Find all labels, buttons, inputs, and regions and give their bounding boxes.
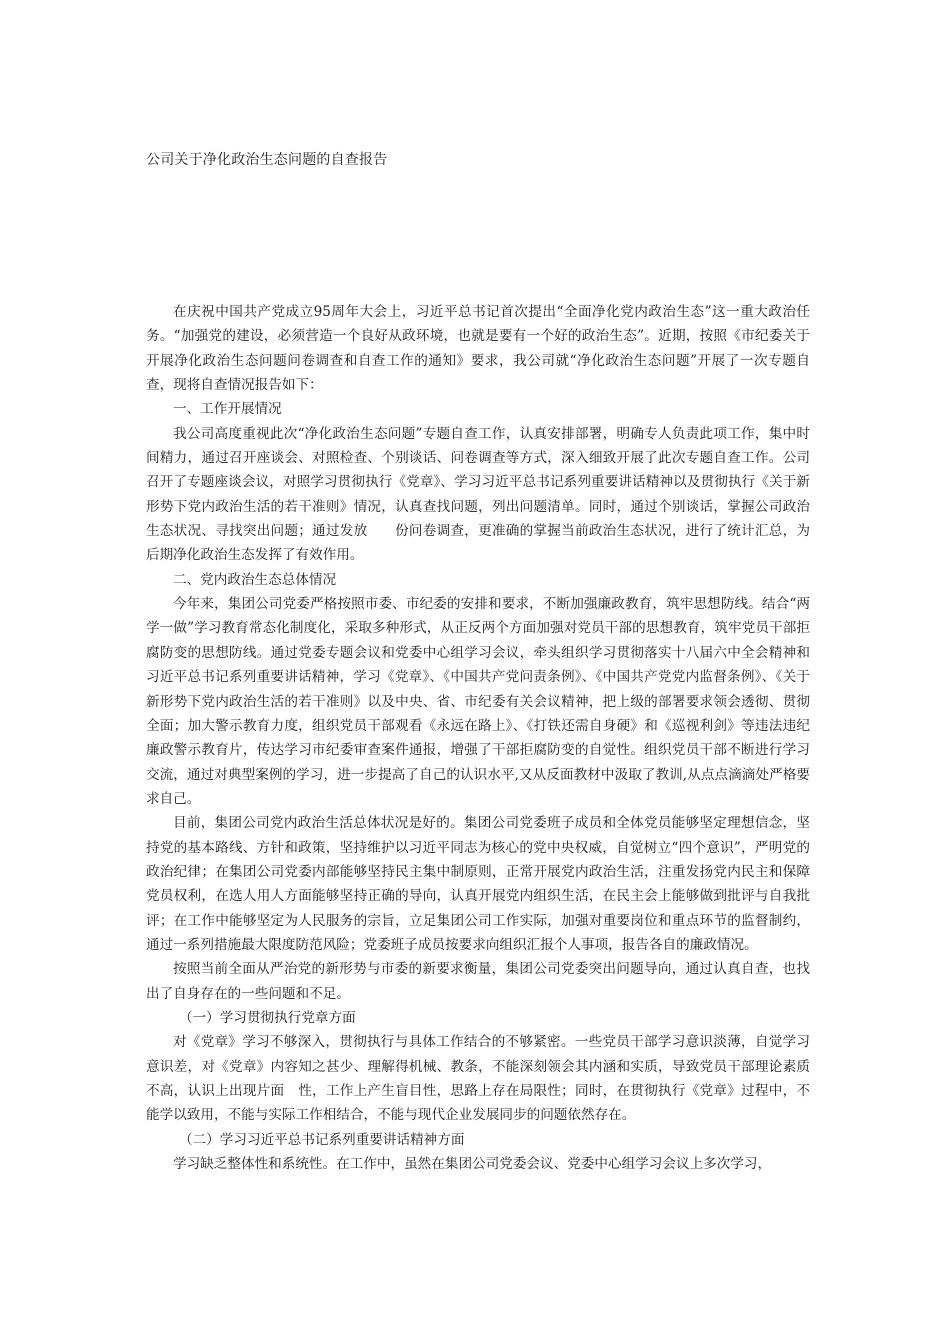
subsection-heading-speeches: （二）学习习近平总书记系列重要讲话精神方面 <box>179 1131 465 1148</box>
paragraph-education: 今年来，集团公司党委严格按照市委、市纪委的安排和要求，不断加强廉政教育，筑牢思想防线。结合“两学一做”学习教育常态化制度化，采取多种形式，从正反两个方面加强对党员干部的思想教育，筑牢党员干部拒腐防变的思想防线。通过党委专题会议和党委中心组学习会议，牵头组织学习贯彻落实十八届六中全会精神和习近平总书记系列重要讲话精神，学习《党章》、《中国共产党问责条例》、《中国共产党党内监督条例》、《关于新形势下党内政治生活的若干准则》以及中央、省、市纪委有关会议精神，把上级的部署要求领会透彻、贯彻全面；加大警示教育力度，组织党员干部观看《永远在路上》、《打铁还需自身硬》和《巡视利剑》等违法违纪廉政警示教育片，传达学习市纪委审查案件通报，增强了干部拒腐防变的自觉性。组织党员干部不断进行学习交流，通过对典型案例的学习，进一步提高了自己的认识水平,又从反面教材中汲取了教训,从点点滴滴处严格要求自己。 <box>146 596 810 807</box>
section-heading-overall: 二、党内政治生态总体情况 <box>173 571 337 588</box>
subsection-heading-party-constitution: （一）学习贯彻执行党章方面 <box>179 1009 356 1026</box>
document-body <box>146 300 810 1176</box>
paragraph-work: 我公司高度重视此次“净化政治生态问题”专题自查工作，认真安排部署，明确专人负责此项工作，集中时间精力，通过召开座谈会、对照检查、个别谈话、问卷调查等方式，深入细致开展了此次专题自查工作。公司召开了专题座谈会议，对照学习贯彻执行《党章》、学习习近平总书记系列重要讲话精神以及贯彻执行《关于新形势下党内政治生活的若干准则》情况，认真查找问题，列出问题清单。同时，通过个别谈话，掌握公司政治生态状况、寻找突出问题；通过发放 份问卷调查，更准确的掌握当前政治生态状况，进行了统计汇总，为后期净化政治生态发挥了有效作用。 <box>146 425 810 564</box>
paragraph-problems-intro: 按照当前全面从严治党的新形势与市委的新要求衡量，集团公司党委突出问题导向，通过认真自查，也找出了自身存在的一些问题和不足。 <box>146 961 810 1002</box>
paragraph-intro: 在庆祝中国共产党成立95周年大会上，习近平总书记首次提出“全面净化党内政治生态”这一重大政治任务。“加强党的建设，必须营造一个良好从政环境，也就是要有一个好的政治生态”。近期，按照《市纪委关于开展净化政治生态问题问卷调查和自查工作的通知》要求，我公司就“净化政治生态问题”开展了一次专题自查，现将自查情况报告如下： <box>146 304 810 394</box>
paragraph-current-status: 目前，集团公司党内政治生活总体状况是好的。集团公司党委班子成员和全体党员能够坚定理想信念，坚持党的基本路线、方针和政策，坚持维护以习近平同志为核心的党中央权威，自觉树立“四个意识”，严明党的政治纪律；在集团公司党委内部能够坚持民主集中制原则，正常开展党内政治生活，注重发扬党内民主和保障党员权利，在选人用人方面能够坚持正确的导向，认真开展党内组织生活，在民主会上能够做到批评与自我批评；在工作中能够坚定为人民服务的宗旨，立足集团公司工作实际，加强对重要岗位和重点环节的监督制约，通过一系列措施最大限度防范风险；党委班子成员按要求向组织汇报个人事项，报告各自的廉政情况。 <box>146 815 810 953</box>
section-heading-work: 一、工作开展情况 <box>173 401 282 418</box>
paragraph-party-constitution: 对《党章》学习不够深入，贯彻执行与具体工作结合的不够紧密。一些党员干部学习意识淡薄，自觉学习意识差，对《党章》内容知之甚少、理解得机械、教条，不能深刻领会其内涵和实质，导致党员干部理论素质不高，认识上出现片面 性，工作上产生盲目性，思路上存在局限性；同时，在贯彻执行《党章》过程中，不能学以致用，不能与实际工作相结合，不能与现代企业发展同步的问题依然存在。 <box>146 1034 810 1124</box>
document-title: 公司关于净化政治生态问题的自查报告 <box>146 152 388 168</box>
paragraph-speeches: 学习缺乏整体性和系统性。在工作中，虽然在集团公司党委会议、党委中心组学习会议上多次学习， <box>173 1156 772 1173</box>
